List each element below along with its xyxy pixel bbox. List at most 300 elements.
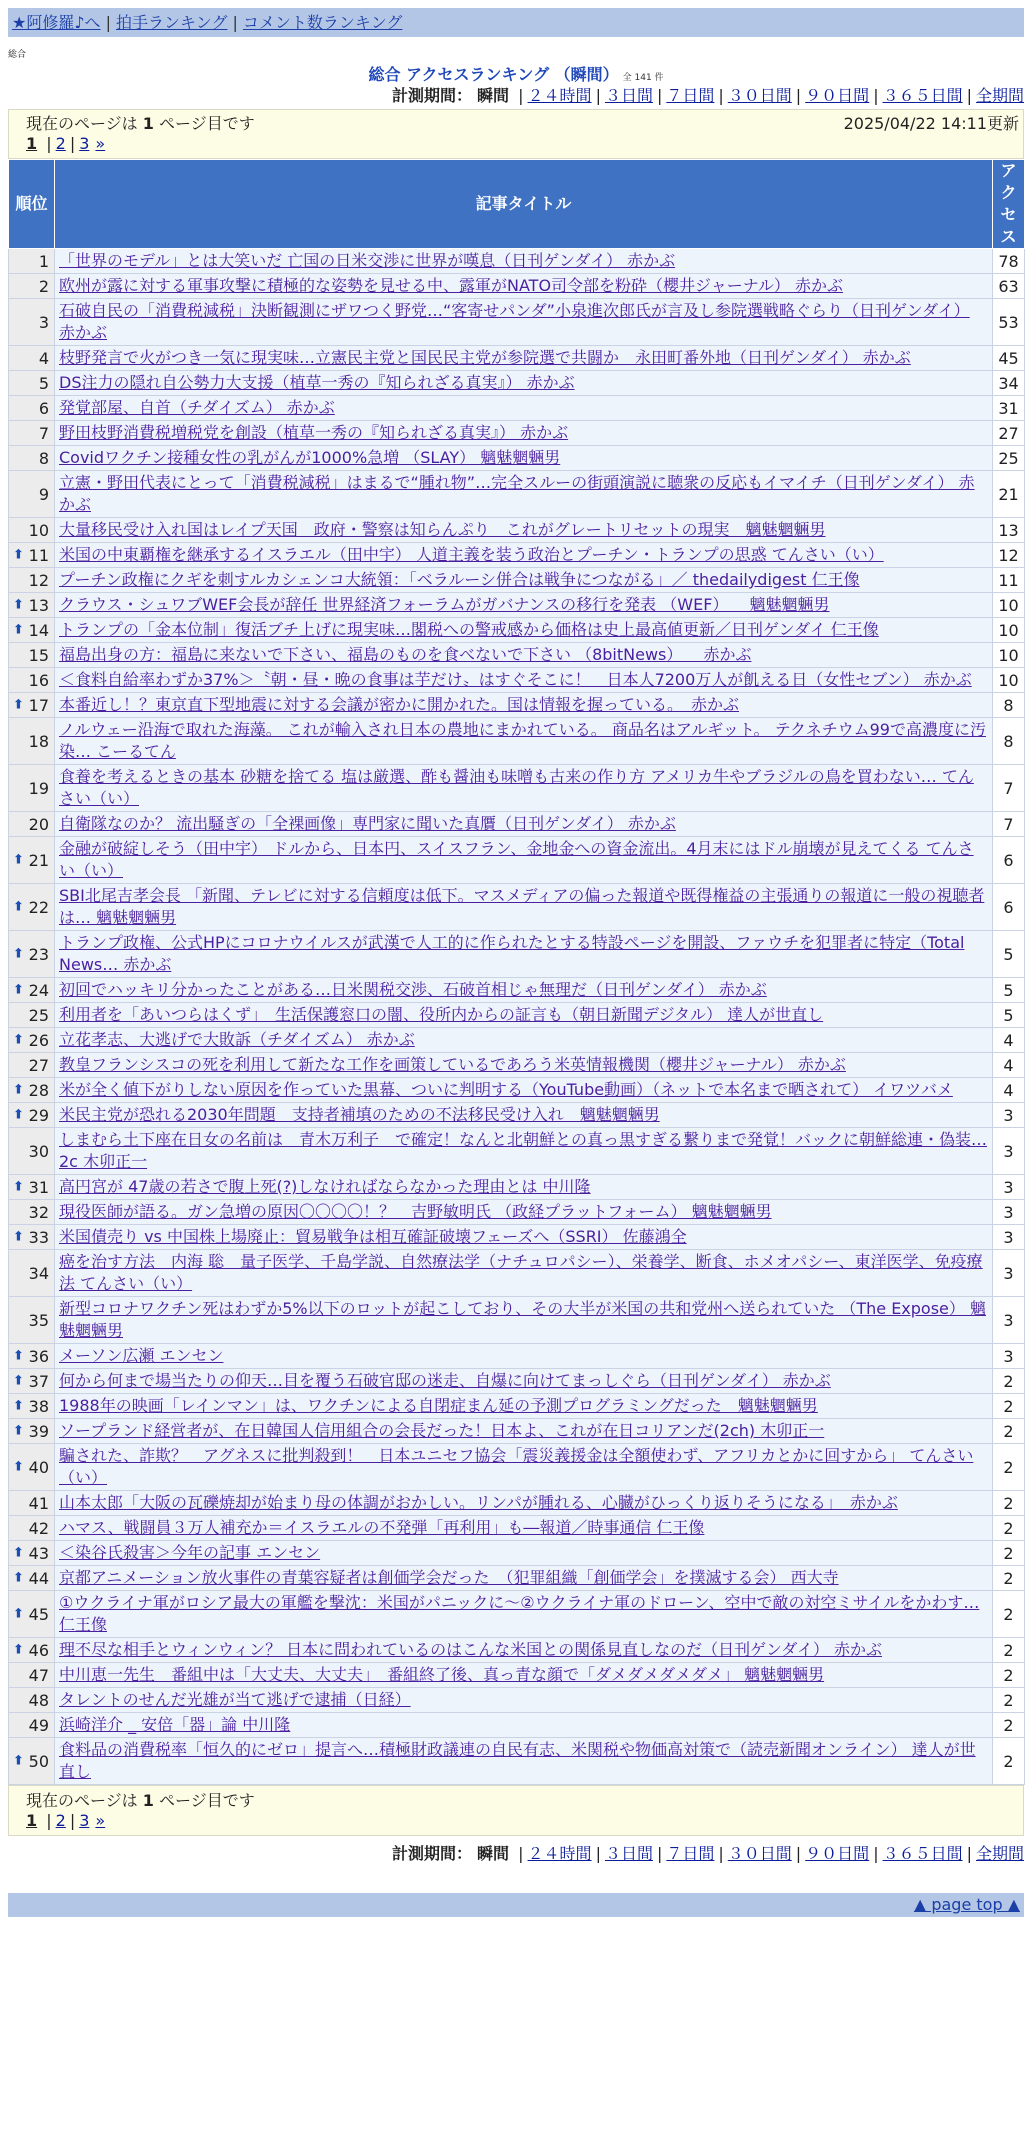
article-link[interactable]: 現役医師が語る。ガン急増の原因〇〇〇〇！？ 吉野敏明氏 （政経プラットフォーム） 魑魅魍魎男: [59, 1202, 772, 1221]
access-count: 27: [993, 421, 1025, 446]
page-link[interactable]: 3: [79, 1811, 90, 1830]
rank-cell: [9, 718, 55, 765]
title-cell: [55, 1566, 993, 1591]
period-link[interactable]: ３日間: [604, 86, 653, 105]
rank-up-arrow-icon: ⬆: [13, 982, 24, 998]
access-count: 25: [993, 446, 1025, 471]
rank-number: 14: [28, 620, 49, 640]
period-current: 瞬間: [477, 86, 510, 105]
table-row: [9, 346, 1025, 371]
title-cell: [55, 978, 993, 1003]
table-row: [9, 1663, 1025, 1688]
article-link[interactable]: 「世界のモデル」とは大笑いだ 亡国の日米交渉に世界が嘆息（日刊ゲンダイ） 赤かぶ: [59, 251, 676, 270]
rank-cell: [9, 1250, 55, 1297]
rank-cell: [9, 421, 55, 446]
current-page: 1: [26, 1811, 38, 1830]
separator: |: [595, 1844, 601, 1863]
table-row: [9, 668, 1025, 693]
separator: |: [46, 134, 52, 153]
rank-up-arrow-icon: ⬆: [13, 547, 24, 563]
rank-number: 50: [28, 1751, 49, 1771]
rank-number: 38: [28, 1396, 49, 1416]
separator: |: [718, 86, 724, 105]
rank-up-arrow-icon: ⬆: [13, 1459, 24, 1475]
rank-number: 25: [28, 1005, 49, 1025]
rank-number: 28: [28, 1080, 49, 1100]
article-link[interactable]: 米国債売り vs 中国株上場廃止：貿易戦争は相互確証破壊フェーズへ（SSRI） 佐藤鴻全: [59, 1227, 687, 1246]
title-cell: [55, 1200, 993, 1225]
title-cell: [55, 1297, 993, 1344]
rank-up-arrow-icon: ⬆: [13, 1606, 24, 1622]
article-link[interactable]: 金融が破綻しそう（田中宇） ドルから、日本円、スイスフラン、金地金への資金流出。4月末にはドル崩壊が見えてくる てんさい（い）: [59, 839, 974, 880]
period-link[interactable]: ３０日間: [727, 86, 792, 105]
home-link[interactable]: ★阿修羅♪へ: [12, 13, 101, 32]
category-label: 総合: [8, 50, 27, 60]
table-row: [9, 1200, 1025, 1225]
title-cell: [55, 1225, 993, 1250]
period-selector: [0, 85, 1024, 107]
table-row: [9, 1419, 1025, 1444]
article-link[interactable]: 浜崎洋介 _ 安倍「器」論 中川隆: [59, 1715, 291, 1734]
article-link[interactable]: 大量移民受け入れ国はレイプ天国 政府・警察は知らんぷり これがグレートリセットの現実 魑魅魍魎男: [59, 520, 826, 539]
article-link[interactable]: トランプの「金本位制」復活ブチ上げに現実味…閣税への警戒感から価格は史上最高値更新／日刊ゲンダイ 仁王像: [59, 620, 879, 639]
rank-cell: [9, 1663, 55, 1688]
period-link[interactable]: ３日間: [604, 1844, 653, 1863]
rank-up-arrow-icon: ⬆: [13, 946, 24, 962]
article-link[interactable]: 立憲・野田代表にとって「消費税減税」はまるで“腫れ物”…完全スルーの街頭演説に聴衆の反応もイマイチ（日刊ゲンダイ） 赤かぶ: [59, 473, 975, 514]
title-cell: [55, 1103, 993, 1128]
article-link[interactable]: ①ウクライナ軍がロシア最大の軍艦を撃沈：米国がパニックに〜②ウクライナ軍のドローン、空中で敵の対空ミサイルをかわす… 仁王像: [59, 1593, 980, 1634]
access-count: 10: [993, 668, 1025, 693]
page-title: 総合 アクセスランキング （瞬間）: [368, 65, 619, 84]
page-link[interactable]: 2: [55, 1811, 66, 1830]
rank-number: 3: [38, 312, 49, 332]
access-count: 3: [993, 1344, 1025, 1369]
title-cell: [55, 249, 993, 274]
period-link[interactable]: 全期間: [975, 1844, 1024, 1863]
access-count: 34: [993, 371, 1025, 396]
article-link[interactable]: 新型コロナワクチン死はわずか5%以下のロットが起こしており、その大半が米国の共和党州へ送られていた （The Expose） 魑魅魍魎男: [59, 1299, 986, 1340]
rank-number: 41: [28, 1493, 49, 1513]
access-count: 8: [993, 718, 1025, 765]
rank-cell: [9, 396, 55, 421]
period-link[interactable]: ３６５日間: [882, 1844, 963, 1863]
rank-number: 31: [28, 1177, 49, 1197]
separator: |: [873, 1844, 879, 1863]
rank-cell: [9, 1344, 55, 1369]
current-page: 1: [26, 134, 38, 153]
next-page-link[interactable]: »: [95, 1811, 106, 1830]
separator: |: [966, 86, 972, 105]
article-link[interactable]: ソープランド経営者が、在日韓国人信用組合の会長だった！日本よ、これが在日コリアンだ(2ch) 木卯正一: [59, 1421, 825, 1440]
rank-number: 22: [28, 897, 49, 917]
article-link[interactable]: 発覚部屋、自首（チダイズム） 赤かぶ: [59, 398, 335, 417]
table-row: [9, 718, 1025, 765]
article-link[interactable]: SBI北尾吉孝会長 「新聞、テレビに対する信頼度は低下。マスメディアの偏った報道や既得権益の主張通りの報道に一般の視聴者は… 魑魅魍魎男: [59, 886, 985, 927]
rank-number: 26: [28, 1030, 49, 1050]
rank-number: 36: [28, 1346, 49, 1366]
table-row: [9, 693, 1025, 718]
access-count: 4: [993, 1078, 1025, 1103]
article-link[interactable]: メーソン広瀬 エンセン: [59, 1346, 224, 1365]
article-link[interactable]: 自衛隊なのか？ 流出騒ぎの「全裸画像」専門家に聞いた真贋（日刊ゲンダイ） 赤かぶ: [59, 814, 676, 833]
page-top-link[interactable]: ▲ page top ▲: [913, 1895, 1020, 1914]
rank-cell: [9, 1591, 55, 1638]
rank-cell: [9, 884, 55, 931]
title-cell: [55, 396, 993, 421]
period-link[interactable]: ２４時間: [527, 1844, 592, 1863]
rank-cell: [9, 1053, 55, 1078]
comment-ranking-link[interactable]: コメント数ランキング: [242, 13, 403, 32]
rank-cell: [9, 1419, 55, 1444]
rank-up-arrow-icon: ⬆: [13, 1032, 24, 1048]
rank-number: 12: [28, 570, 49, 590]
access-count: 10: [993, 593, 1025, 618]
access-count: 31: [993, 396, 1025, 421]
title-cell: [55, 693, 993, 718]
rank-number: 5: [38, 373, 49, 393]
pager-top: [8, 109, 1024, 159]
title-cell: [55, 1128, 993, 1175]
ranking-table: [8, 159, 1025, 1785]
rank-up-arrow-icon: ⬆: [13, 1570, 24, 1586]
access-count: 21: [993, 471, 1025, 518]
access-count: 2: [993, 1566, 1025, 1591]
table-row: [9, 1078, 1025, 1103]
separator: |: [966, 1844, 972, 1863]
access-count: 3: [993, 1250, 1025, 1297]
rank-cell: [9, 543, 55, 568]
next-page-link[interactable]: »: [95, 134, 106, 153]
separator: |: [518, 1844, 524, 1863]
access-count: 2: [993, 1688, 1025, 1713]
title-cell: [55, 1078, 993, 1103]
rank-number: 39: [28, 1421, 49, 1441]
access-count: 2: [993, 1491, 1025, 1516]
table-row: [9, 1591, 1025, 1638]
access-count: 12: [993, 543, 1025, 568]
article-link[interactable]: 1988年の映画「レインマン」は、ワクチンによる自閉症まん延の予測プログラミングだった 魑魅魍魎男: [59, 1396, 818, 1415]
rank-number: 40: [28, 1457, 49, 1477]
rank-up-arrow-icon: ⬆: [13, 1179, 24, 1195]
title-cell: [55, 446, 993, 471]
access-column-header: アクセス: [993, 160, 1025, 249]
access-count: 2: [993, 1394, 1025, 1419]
table-row: [9, 1369, 1025, 1394]
access-count: 2: [993, 1738, 1025, 1785]
rank-cell: [9, 693, 55, 718]
rank-number: 1: [38, 251, 49, 271]
article-link[interactable]: タレントのせんだ光雄が当て逃げで逮捕（日経）: [59, 1690, 411, 1709]
rank-number: 27: [28, 1055, 49, 1075]
table-row: [9, 396, 1025, 421]
rank-up-arrow-icon: ⬆: [13, 697, 24, 713]
footer-bar: [8, 1893, 1024, 1917]
access-count: 7: [993, 812, 1025, 837]
table-row: [9, 978, 1025, 1003]
period-link[interactable]: 全期間: [975, 86, 1024, 105]
rank-number: 2: [38, 276, 49, 296]
rank-number: 37: [28, 1371, 49, 1391]
title-cell: [55, 568, 993, 593]
page-link[interactable]: 2: [55, 134, 66, 153]
table-row: [9, 837, 1025, 884]
rank-number: 47: [28, 1665, 49, 1685]
rank-number: 32: [28, 1202, 49, 1222]
title-cell: [55, 1394, 993, 1419]
period-link[interactable]: ３０日間: [727, 1844, 792, 1863]
rank-up-arrow-icon: ⬆: [13, 1229, 24, 1245]
article-link[interactable]: 米が全く値下がりしない原因を作っていた黒幕、ついに判明する（YouTube動画）（ネットで本名まで晒されて） イワツバメ: [59, 1080, 953, 1099]
rank-number: 42: [28, 1518, 49, 1538]
article-link[interactable]: 理不尽な相手とウィンウィン？ 日本に問われているのはこんな米国との関係見直しなのだ（日刊ゲンダイ） 赤かぶ: [59, 1640, 882, 1659]
page-link[interactable]: 3: [79, 134, 90, 153]
rank-number: 10: [28, 520, 49, 540]
rank-cell: [9, 1003, 55, 1028]
rank-number: 29: [28, 1105, 49, 1125]
rank-cell: [9, 471, 55, 518]
rank-number: 21: [28, 850, 49, 870]
article-link[interactable]: 福島出身の方：福島に来ないで下さい、福島のものを食べないで下さい （8bitNews） 赤かぶ: [59, 645, 752, 664]
table-row: [9, 812, 1025, 837]
rank-up-arrow-icon: ⬆: [13, 1082, 24, 1098]
period-link[interactable]: ７日間: [666, 1844, 715, 1863]
rank-cell: [9, 837, 55, 884]
article-link[interactable]: 京都アニメーション放火事件の青葉容疑者は創価学会だった （犯罪組織「創価学会」を撲滅する会） 西大寺: [59, 1568, 839, 1587]
rank-cell: [9, 1225, 55, 1250]
table-row: [9, 593, 1025, 618]
article-link[interactable]: 中川恵一先生 番組中は「大丈夫、大丈夫」 番組終了後、真っ青な顔で「ダメダメダメダメ」 魑魅魍魎男: [59, 1665, 825, 1684]
rank-number: 16: [28, 670, 49, 690]
article-link[interactable]: プーチン政権にクギを刺すルカシェンコ大統領：「ベラルーシ併合は戦争につながる」／ thedailydigest 仁王像: [59, 570, 860, 589]
access-count: 6: [993, 837, 1025, 884]
article-link[interactable]: ＜染谷氏殺害＞今年の記事 エンセン: [59, 1543, 321, 1562]
title-cell: [55, 371, 993, 396]
article-link[interactable]: 枝野発言で火がつき一気に現実味…立憲民主党と国民民主党が参院選で共闘か 永田町番外地（日刊ゲンダイ） 赤かぶ: [59, 348, 911, 367]
table-row: [9, 1394, 1025, 1419]
rank-cell: [9, 765, 55, 812]
rank-up-arrow-icon: ⬆: [13, 1545, 24, 1561]
title-cell: [55, 1663, 993, 1688]
access-count: 5: [993, 978, 1025, 1003]
separator: |: [232, 13, 238, 32]
rank-cell: [9, 1738, 55, 1785]
title-cell: [55, 618, 993, 643]
access-count: 5: [993, 931, 1025, 978]
access-count: 3: [993, 1128, 1025, 1175]
rank-number: 48: [28, 1690, 49, 1710]
period-link[interactable]: ９０日間: [805, 1844, 870, 1863]
article-link[interactable]: クラウス・シュワブWEF会長が辞任 世界経済フォーラムがガバナンスの移行を発表 （WEF） 魑魅魍魎男: [59, 595, 830, 614]
rank-cell: [9, 1638, 55, 1663]
title-cell: [55, 668, 993, 693]
table-row: [9, 643, 1025, 668]
rank-cell: [9, 618, 55, 643]
article-link[interactable]: 教皇フランシスコの死を利用して新たな工作を画策しているであろう米英情報機関（櫻井ジャーナル） 赤かぶ: [59, 1055, 846, 1074]
article-link[interactable]: DS注力の隠れ自公勢力大支援（植草一秀の『知られざる真実』） 赤かぶ: [59, 373, 575, 392]
title-cell: [55, 718, 993, 765]
table-row: [9, 1175, 1025, 1200]
article-link[interactable]: 食養を考えるときの基本 砂糖を捨てる 塩は厳選、酢も醤油も味噌も古来の作り方 アメリカ牛やブラジルの鳥を買わない… てんさい（い）: [59, 767, 974, 808]
access-count: 11: [993, 568, 1025, 593]
title-cell: [55, 765, 993, 812]
rank-column-header: 順位: [9, 160, 55, 249]
page-info: 現在のページは 1 ページ目です: [26, 114, 255, 133]
access-count: 3: [993, 1200, 1025, 1225]
rank-number: 9: [38, 484, 49, 504]
table-row: [9, 1128, 1025, 1175]
rank-number: 46: [28, 1640, 49, 1660]
article-link[interactable]: Covidワクチン接種女性の乳がんが1000%急増 （SLAY） 魑魅魍魎男: [59, 448, 561, 467]
access-count: 2: [993, 1516, 1025, 1541]
rank-cell: [9, 1491, 55, 1516]
table-row: [9, 931, 1025, 978]
separator: |: [656, 86, 663, 105]
title-cell: [55, 1003, 993, 1028]
rank-number: 49: [28, 1715, 49, 1735]
article-link[interactable]: ノルウェー沿海で取れた海藻。 これが輸入され日本の農地にまかれている。 商品名はアルギット。 テクネチウム99で高濃度に汚染… こーるてん: [59, 720, 986, 761]
rank-up-arrow-icon: ⬆: [13, 1642, 24, 1658]
table-row: [9, 568, 1025, 593]
rank-cell: [9, 643, 55, 668]
article-link[interactable]: 何から何まで場当たりの仰天…目を覆う石破官邸の迷走、自爆に向けてまっしぐら（日刊ゲンダイ） 赤かぶ: [59, 1371, 831, 1390]
rank-number: 13: [28, 595, 49, 615]
article-link[interactable]: トランプ政権、公式HPにコロナウイルスが武漢で人工的に作られたとする特設ページを開設、ファウチを犯罪者に特定（Total News… 赤かぶ: [59, 933, 965, 974]
title-cell: [55, 1738, 993, 1785]
title-cell: [55, 518, 993, 543]
rank-number: 20: [28, 814, 49, 834]
clap-ranking-link[interactable]: 拍手ランキング: [115, 13, 228, 32]
article-link[interactable]: 石破自民の「消費税減税」決断観測にザワつく野党…“客寄せパンダ”小泉進次郎氏が言及し参院選戦略ぐらり（日刊ゲンダイ） 赤かぶ: [59, 301, 970, 342]
access-count: 3: [993, 1103, 1025, 1128]
article-link[interactable]: 初回でハッキリ分かったことがある…日米関税交渉、石破首相じゃ無理だ（日刊ゲンダイ） 赤かぶ: [59, 980, 767, 999]
access-count: 10: [993, 643, 1025, 668]
title-cell: [55, 884, 993, 931]
article-link[interactable]: 山本太郎「大阪の瓦礫焼却が始まり母の体調がおかしい。リンパが腫れる、心臓がひっくり返りそうになる」 赤かぶ: [59, 1493, 898, 1512]
separator: |: [718, 1844, 724, 1863]
rank-number: 24: [28, 980, 49, 1000]
rank-cell: [9, 1688, 55, 1713]
period-link[interactable]: ９０日間: [805, 86, 870, 105]
rank-number: 8: [38, 448, 49, 468]
article-link[interactable]: しまむら土下座在日女の名前は 青木万利子 で確定！なんと北朝鮮との真っ黒すぎる繋りまで発覚！バックに朝鮮総連・偽装…2c 木卯正一: [59, 1130, 988, 1171]
rank-cell: [9, 346, 55, 371]
article-link[interactable]: 立花孝志、大逃げで大敗訴（チダイズム） 赤かぶ: [59, 1030, 415, 1049]
title-cell: [55, 1688, 993, 1713]
period-link[interactable]: ２４時間: [527, 86, 592, 105]
rank-cell: [9, 931, 55, 978]
title-cell: [55, 1516, 993, 1541]
access-count: 2: [993, 1444, 1025, 1491]
rank-cell: [9, 1394, 55, 1419]
rank-cell: [9, 299, 55, 346]
rank-number: 6: [38, 398, 49, 418]
title-cell: [55, 1491, 993, 1516]
title-cell: [55, 1713, 993, 1738]
access-count: 8: [993, 693, 1025, 718]
article-link[interactable]: 高円宮が 47歳の若さで腹上死(?)しなければならなかった理由とは 中川隆: [59, 1177, 591, 1196]
period-link[interactable]: ３６５日間: [882, 86, 963, 105]
title-cell: [55, 837, 993, 884]
rank-up-arrow-icon: ⬆: [13, 1107, 24, 1123]
table-row: [9, 1638, 1025, 1663]
access-count: 2: [993, 1638, 1025, 1663]
period-label: 計測期間：: [391, 86, 472, 105]
table-row: [9, 371, 1025, 396]
title-cell: [55, 1444, 993, 1491]
article-link[interactable]: 癌を治す方法 内海 聡 量子医学、千島学説、自然療法学（ナチュロパシー）、栄養学、断食、ホメオパシー、東洋医学、免疫療法 てんさい（い）: [59, 1252, 983, 1293]
rank-cell: [9, 1566, 55, 1591]
total-count: 全 141 件: [622, 73, 664, 83]
article-link[interactable]: ハマス、戦闘員３万人補充か＝イスラエルの不発弾「再利用」も―報道／時事通信 仁王像: [59, 1518, 705, 1537]
table-row: [9, 518, 1025, 543]
period-current: 瞬間: [477, 1844, 510, 1863]
table-row: [9, 1688, 1025, 1713]
top-nav-bar: [8, 8, 1024, 37]
rank-cell: [9, 1297, 55, 1344]
title-cell: [55, 1419, 993, 1444]
rank-cell: [9, 1369, 55, 1394]
separator: |: [105, 13, 111, 32]
page-links: [26, 1811, 105, 1830]
access-count: 78: [993, 249, 1025, 274]
article-link[interactable]: 米民主党が恐れる2030年問題 支持者補填のための不法移民受け入れ 魑魅魍魎男: [59, 1105, 660, 1124]
period-link[interactable]: ７日間: [666, 86, 715, 105]
table-row: [9, 299, 1025, 346]
article-link[interactable]: 野田枝野消費税増税党を創設（植草一秀の『知られざる真実』） 赤かぶ: [59, 423, 569, 442]
rank-cell: [9, 1175, 55, 1200]
access-count: 4: [993, 1053, 1025, 1078]
rank-cell: [9, 1444, 55, 1491]
rank-cell: [9, 1200, 55, 1225]
title-cell: [55, 471, 993, 518]
table-row: [9, 1713, 1025, 1738]
rank-number: 34: [28, 1263, 49, 1283]
rank-cell: [9, 568, 55, 593]
period-label: 計測期間：: [391, 1844, 472, 1863]
access-count: 2: [993, 1419, 1025, 1444]
article-link[interactable]: 利用者を「あいつらはくず」 生活保護窓口の闇、役所内からの証言も（朝日新聞デジタル） 達人が世直し: [59, 1005, 824, 1024]
rank-number: 11: [28, 545, 49, 565]
title-cell: [55, 346, 993, 371]
separator: |: [69, 134, 76, 153]
article-link[interactable]: 食料品の消費税率「恒久的にゼロ」提言へ…積極財政議連の自民有志、米関税や物価高対策で（読売新聞オンライン） 達人が世直し: [59, 1740, 976, 1781]
rank-cell: [9, 249, 55, 274]
table-row: [9, 446, 1025, 471]
rank-number: 23: [28, 944, 49, 964]
article-link[interactable]: 騙された、詐欺？ アグネスに批判殺到！ 日本ユニセフ協会「震災義援金は全額使わず、アフリカとかに回すから」 てんさい（い）: [59, 1446, 974, 1487]
separator: |: [69, 1811, 76, 1830]
rank-cell: [9, 1516, 55, 1541]
access-count: 53: [993, 299, 1025, 346]
article-link[interactable]: ＜食料自給率わずか37%＞〝朝・昼・晩の食事は芋だけ〟はすぐそこに！ 日本人7200万人が飢える日（女性セブン） 赤かぶ: [59, 670, 972, 689]
rank-cell: [9, 1103, 55, 1128]
rank-up-arrow-icon: ⬆: [13, 1753, 24, 1769]
rank-cell: [9, 668, 55, 693]
article-link[interactable]: 欧州が露に対する軍事攻撃に積極的な姿勢を見せる中、露軍がNATO司令部を粉砕（櫻井ジャーナル） 赤かぶ: [59, 276, 844, 295]
rank-cell: [9, 1541, 55, 1566]
article-link[interactable]: 本番近し！？東京直下型地震に対する会議が密かに開かれた。国は情報を握っている。 赤かぶ: [59, 695, 740, 714]
access-count: 2: [993, 1663, 1025, 1688]
separator: |: [656, 1844, 663, 1863]
rank-number: 43: [28, 1543, 49, 1563]
access-count: 6: [993, 884, 1025, 931]
article-link[interactable]: 米国の中東覇権を継承するイスラエル（田中宇） 人道主義を装う政治とプーチン・トランプの思惑 てんさい（い）: [59, 545, 884, 564]
access-count: 2: [993, 1369, 1025, 1394]
table-row: [9, 1738, 1025, 1785]
updated-time: 2025/04/22 14:11更新: [843, 114, 1019, 133]
rank-cell: [9, 1028, 55, 1053]
